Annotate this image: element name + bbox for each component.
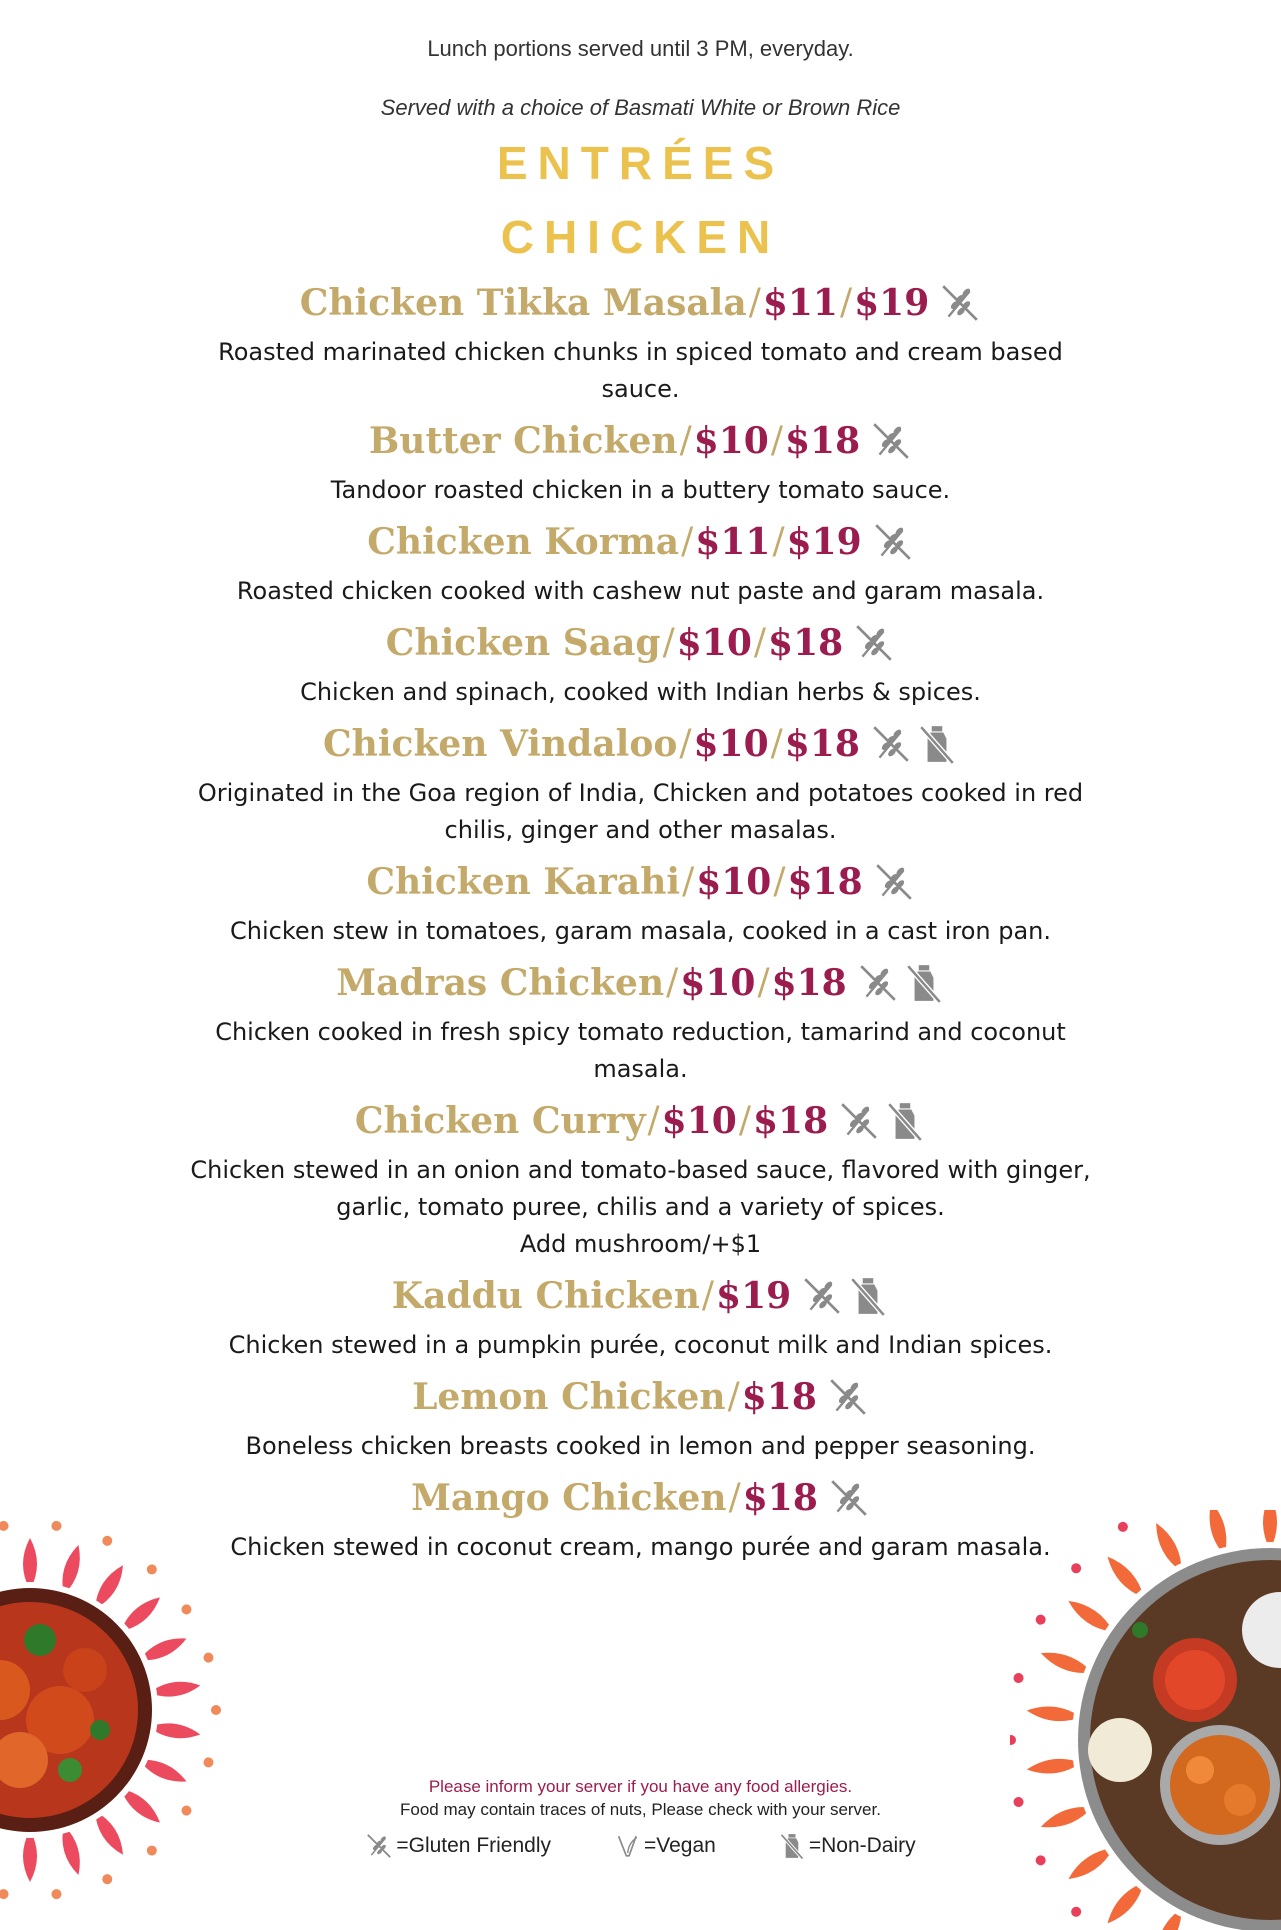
price-separator: / (757, 962, 770, 1003)
menu-item (120, 719, 1161, 849)
description-line: chilis, ginger and other masalas. (444, 816, 837, 844)
description-line: Chicken stewed in an onion and tomato-based sauce, flavored with ginger, (190, 1156, 1091, 1184)
item-description (161, 913, 1121, 950)
diet-icons (834, 1100, 926, 1142)
description-line: Add mushroom/+$1 (519, 1230, 762, 1258)
item-description (161, 775, 1121, 849)
non-dairy-icon (884, 1100, 926, 1142)
description-line: Chicken stewed in a pumpkin purée, coconut milk and Indian spices. (228, 1331, 1053, 1359)
menu-item (120, 278, 1161, 408)
item-title (120, 719, 1161, 769)
description-line: Chicken stewed in coconut cream, mango purée and garam masala. (230, 1533, 1051, 1561)
item-name: Mango Chicken (411, 1477, 727, 1519)
item-name: Chicken Tikka Masala (299, 282, 747, 324)
menu-item (120, 1096, 1161, 1263)
price-separator: / (647, 1100, 660, 1141)
item-description (161, 573, 1121, 610)
diet-icons (869, 861, 915, 903)
gluten-friendly-icon (838, 1100, 880, 1142)
item-description (161, 1152, 1121, 1263)
description-line: sauce. (601, 375, 680, 403)
description-line: Roasted marinated chicken chunks in spiced tomato and cream based (218, 338, 1063, 366)
legend-item-vegan (613, 1832, 716, 1860)
item-price: $18 (784, 723, 860, 765)
description-line: Roasted chicken cooked with cashew nut paste and garam masala. (236, 577, 1045, 605)
non-dairy-icon (847, 1275, 889, 1317)
diet-icons (823, 1376, 869, 1418)
item-name: Lemon Chicken (412, 1376, 726, 1418)
price-separator: / (682, 861, 695, 902)
gluten-friendly-icon (365, 1832, 393, 1860)
item-price: $18 (785, 420, 861, 462)
price-separator: / (748, 282, 761, 323)
item-description (161, 1529, 1121, 1566)
item-title (120, 1096, 1161, 1146)
item-price: $18 (752, 1100, 829, 1142)
item-title (120, 958, 1161, 1008)
gluten-friendly-icon (870, 723, 912, 765)
diet-icons (866, 723, 958, 765)
gluten-friendly-icon (828, 1477, 870, 1519)
price-separator: / (839, 282, 853, 323)
item-price: $18 (742, 1477, 818, 1519)
item-price: $18 (787, 861, 863, 903)
description-line: Tandoor roasted chicken in a buttery tomato sauce. (330, 476, 951, 504)
gluten-friendly-icon (801, 1275, 843, 1317)
item-price: $10 (693, 420, 769, 462)
gluten-friendly-icon (873, 861, 915, 903)
menu-item (120, 958, 1161, 1088)
price-separator: / (701, 1275, 715, 1316)
item-name: Chicken Vindaloo (323, 723, 678, 765)
gluten-friendly-icon (853, 622, 895, 664)
item-title (120, 1271, 1161, 1321)
item-price: $10 (676, 622, 752, 664)
item-name: Madras Chicken (336, 962, 665, 1004)
menu-item (120, 1473, 1161, 1566)
category-title: CHICKEN (500, 211, 781, 263)
description-line: Chicken cooked in fresh spicy tomato reduction, tamarind and coconut (215, 1018, 1066, 1046)
price-separator: / (773, 861, 786, 902)
item-title (120, 517, 1161, 567)
non-dairy-icon (778, 1832, 806, 1860)
item-price: $10 (696, 861, 772, 903)
rice-note: Served with a choice of Basmati White or Brown Rice (380, 95, 901, 120)
legend-item-non-dairy (778, 1832, 916, 1860)
item-title (120, 416, 1161, 466)
item-price: $19 (786, 521, 862, 563)
item-description (161, 1014, 1121, 1088)
menu-item (120, 517, 1161, 610)
diet-icons (849, 622, 895, 664)
item-name: Chicken Karahi (366, 861, 681, 903)
item-title (120, 618, 1161, 668)
price-separator: / (679, 723, 692, 764)
item-description (161, 1428, 1121, 1465)
item-description (161, 472, 1121, 509)
platter-decoration (1010, 1510, 1281, 1930)
item-price: $11 (695, 521, 771, 563)
menu-item (120, 857, 1161, 950)
legend-item-gluten-friendly (365, 1832, 551, 1860)
menu-item (120, 618, 1161, 711)
item-price: $18 (768, 622, 844, 664)
description-line: garlic, tomato puree, chilis and a variety of spices. (336, 1193, 945, 1221)
item-title (120, 1473, 1161, 1523)
gluten-friendly-icon (857, 962, 899, 1004)
gluten-friendly-icon (870, 420, 912, 462)
item-title (120, 857, 1161, 907)
price-separator: / (681, 521, 694, 562)
vegan-icon (613, 1832, 641, 1860)
item-name: Butter Chicken (368, 420, 678, 462)
item-name: Kaddu Chicken (391, 1275, 700, 1317)
item-price: $10 (693, 723, 769, 765)
gluten-friendly-icon (827, 1376, 869, 1418)
price-separator: / (738, 1100, 751, 1141)
menu-item (120, 416, 1161, 509)
diet-icons (797, 1275, 889, 1317)
price-separator: / (679, 420, 692, 461)
gluten-friendly-icon (939, 282, 981, 324)
legend-label: =Vegan (644, 1834, 716, 1857)
price-separator: / (666, 962, 679, 1003)
item-price: $19 (854, 282, 930, 324)
price-separator: / (770, 723, 783, 764)
price-separator: / (753, 622, 767, 663)
allergy-note: Please inform your server if you have any food allergies. (428, 1777, 853, 1796)
legend-label: =Gluten Friendly (396, 1834, 552, 1857)
price-separator: / (772, 521, 785, 562)
lunch-note: Lunch portions served until 3 PM, everyday. (427, 36, 854, 61)
item-price: $11 (762, 282, 838, 324)
menu-item (120, 1271, 1161, 1364)
menu-item (120, 1372, 1161, 1465)
item-price: $10 (661, 1100, 737, 1142)
price-separator: / (662, 622, 675, 663)
nuts-note: Food may contain traces of nuts, Please check with your server. (400, 1800, 881, 1819)
legend-label: =Non-Dairy (808, 1834, 916, 1857)
gluten-friendly-icon (872, 521, 914, 563)
description-line: Chicken stew in tomatoes, garam masala, cooked in a cast iron pan. (229, 917, 1051, 945)
description-line: masala. (593, 1055, 688, 1083)
price-separator: / (728, 1477, 741, 1518)
section-title: ENTRÉES (496, 137, 785, 189)
menu-list (120, 278, 1161, 1574)
item-description (161, 674, 1121, 711)
description-line: Boneless chicken breasts cooked in lemon and pepper seasoning. (245, 1432, 1036, 1460)
description-line: Originated in the Goa region of India, Chicken and potatoes cooked in red (197, 779, 1084, 807)
description-line: Chicken and spinach, cooked with Indian herbs & spices. (300, 678, 981, 706)
item-name: Chicken Saag (385, 622, 661, 664)
curry-bowl-decoration (0, 1480, 230, 1920)
diet-icons (935, 282, 981, 324)
price-separator: / (727, 1376, 740, 1417)
non-dairy-icon (903, 962, 945, 1004)
diet-icons (868, 521, 914, 563)
item-title (120, 1372, 1161, 1422)
item-title (120, 278, 1161, 328)
diet-icons (866, 420, 912, 462)
item-price: $18 (741, 1376, 817, 1418)
item-price: $18 (771, 962, 847, 1004)
item-description (161, 1327, 1121, 1364)
price-separator: / (770, 420, 783, 461)
diet-icons (824, 1477, 870, 1519)
item-price: $10 (680, 962, 756, 1004)
diet-icons (853, 962, 945, 1004)
item-price: $19 (716, 1275, 792, 1317)
item-name: Chicken Curry (354, 1100, 646, 1142)
item-description (161, 334, 1121, 408)
item-name: Chicken Korma (367, 521, 680, 563)
non-dairy-icon (916, 723, 958, 765)
